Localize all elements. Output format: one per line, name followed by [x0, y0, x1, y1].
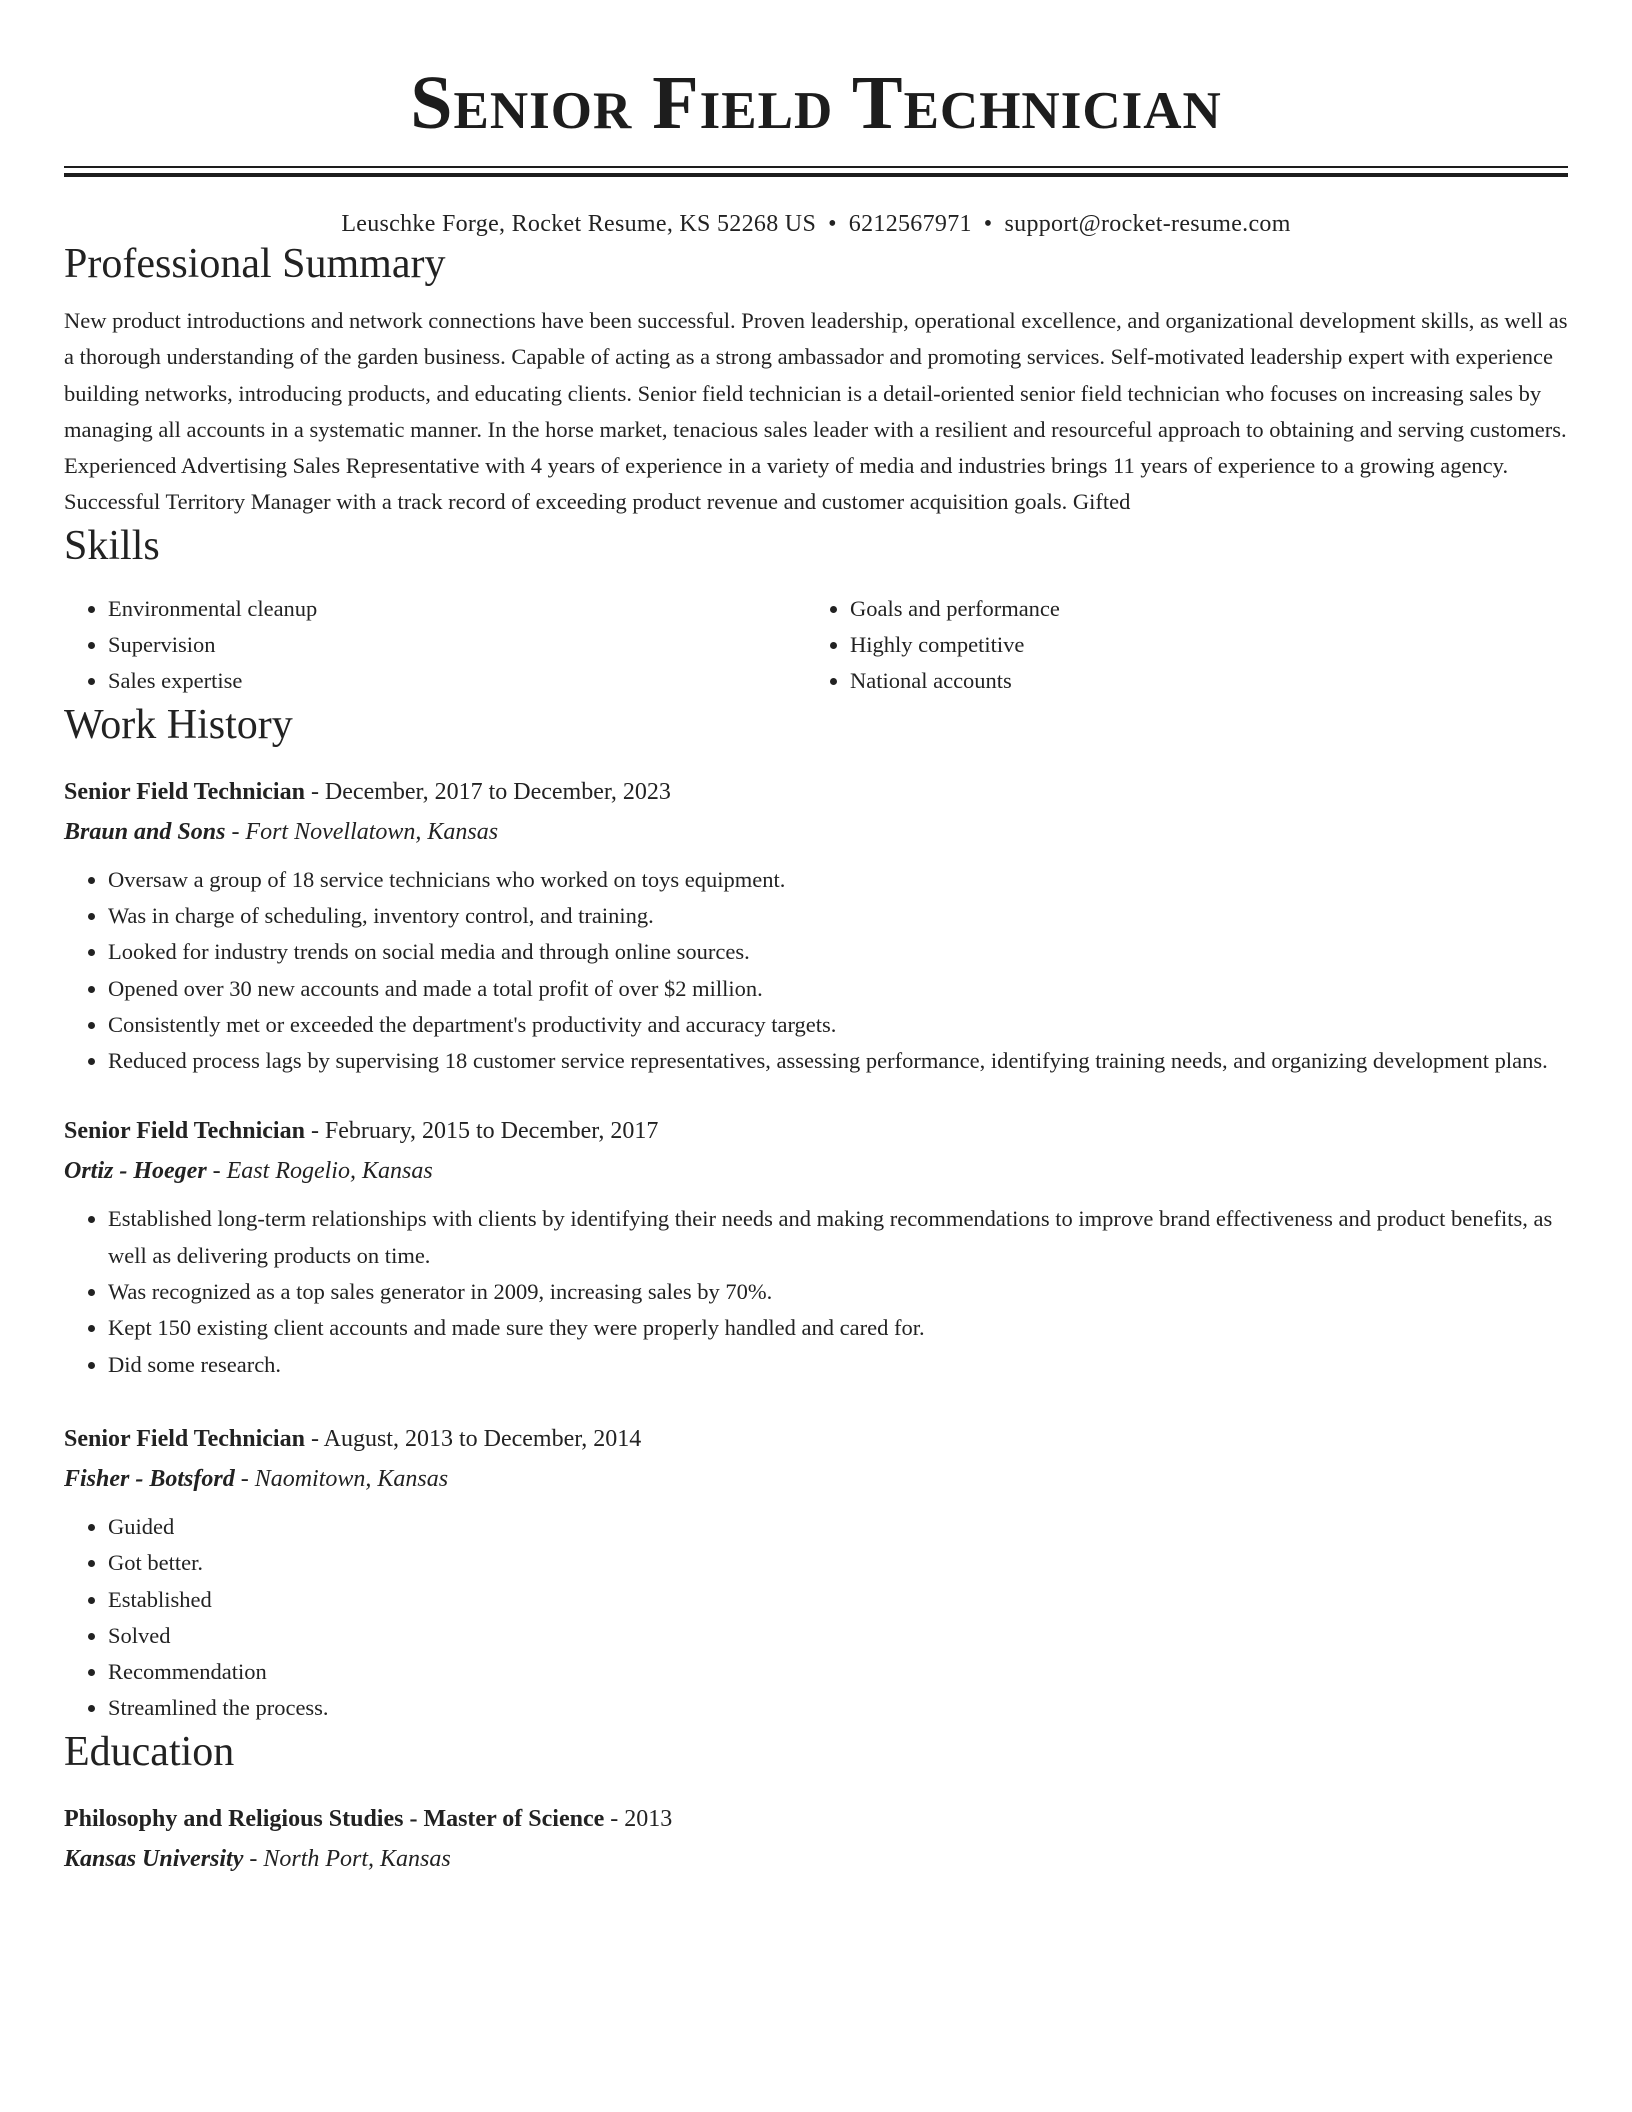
duty-item: • Established long-term relationships with clients by identifying their needs and making recommendations to improve brand effectiveness and product benefits, as well as delivering products on time. [108, 1201, 1568, 1274]
job-location: - Naomitown, Kansas [234, 1465, 449, 1492]
job-duties [64, 862, 1568, 1080]
job-title: Senior Field Technician [64, 1118, 305, 1145]
job-company: Fisher - Botsford [64, 1465, 235, 1492]
summary-heading: Professional Summary [64, 241, 446, 287]
contact-separator: • [983, 211, 993, 237]
skills-column-right [806, 591, 1548, 700]
duty-item: • Streamlined the process. [108, 1690, 1568, 1726]
duty-item: • Opened over 30 new accounts and made a total profit of over $2 million. [108, 971, 1568, 1007]
skill-item: • Sales expertise [108, 663, 806, 699]
school-location: - North Port, Kansas [243, 1845, 451, 1872]
job-entry [64, 772, 1568, 1080]
job-location: - Fort Novellatown, Kansas [225, 818, 499, 845]
job-company-line [64, 812, 1568, 852]
skill-item: • Highly competitive [850, 627, 1548, 663]
skills-heading: Skills [64, 522, 160, 569]
duty-item: • Consistently met or exceeded the department's productivity and accuracy targets. [108, 1007, 1568, 1043]
job-duties [64, 1201, 1568, 1382]
contact-address: Leuschke Forge, Rocket Resume, KS 52268 US [341, 211, 817, 237]
resume-title: Senior Field Technician [410, 61, 1222, 145]
duty-item: • Got better. [108, 1545, 1568, 1581]
duty-item: • Guided [108, 1509, 1568, 1545]
duty-item: • Solved [108, 1618, 1568, 1654]
education-entry [64, 1799, 1568, 1879]
title-rule-thick [64, 173, 1568, 177]
contact-email: support@rocket-resume.com [1004, 211, 1291, 237]
skills-list [64, 591, 1568, 700]
job-company: Braun and Sons [64, 818, 226, 845]
duty-item: • Oversaw a group of 18 service technicians who worked on toys equipment. [108, 862, 1568, 898]
skill-item: • Supervision [108, 627, 806, 663]
job-company-line [64, 1459, 1568, 1499]
skill-item: • Environmental cleanup [108, 591, 806, 627]
job-entry [64, 1111, 1568, 1382]
job-dates: - August, 2013 to December, 2014 [304, 1425, 642, 1452]
title-rule-thin [64, 166, 1568, 168]
job-title-line [64, 1419, 1568, 1459]
summary-text: New product introductions and network connections have been successful. Proven leadership, operational excellence, and organizational development skills, as well as a thorough understanding of the garden business. Capable of acting as a strong ambassador and promoting services. Self-motivated leadership expert with experience building networks, introducing products, and educating clients. Senior field technician is a detail-oriented senior field technician who focuses on increasing sales by managing all accounts in a systematic manner. In the horse market, tenacious sales leader with a resilient and resourceful approach to obtaining and serving customers. Experienced Advertising Sales Representative with 4 years of experience in a variety of media and industries brings 11 years of experience to a growing agency. Successful Territory Manager with a track record of exceeding product revenue and customer acquisition goals. Gifted [64, 308, 1568, 515]
job-company-line [64, 1151, 1568, 1191]
job-dates: - February, 2015 to December, 2017 [304, 1118, 659, 1145]
school-line [64, 1839, 1568, 1879]
skills-column-left [64, 591, 806, 700]
skill-item: • National accounts [850, 663, 1548, 699]
job-title: Senior Field Technician [64, 778, 305, 805]
degree-line [64, 1799, 1568, 1839]
contact-line [64, 209, 1568, 239]
contact-separator: • [828, 211, 837, 237]
education-heading: Education [64, 1728, 235, 1775]
contact-phone: 6212567971 [848, 211, 972, 237]
duty-item: • Was in charge of scheduling, inventory control, and training. [108, 898, 1568, 934]
job-title: Senior Field Technician [64, 1425, 305, 1452]
duty-item: • Looked for industry trends on social media and through online sources. [108, 934, 1568, 970]
skill-item: • Goals and performance [850, 591, 1548, 627]
job-location: - East Rogelio, Kansas [206, 1158, 433, 1185]
job-company: Ortiz - Hoeger [64, 1158, 207, 1185]
duty-item: • Was recognized as a top sales generator in 2009, increasing sales by 70%. [108, 1274, 1568, 1310]
duty-item: • Kept 150 existing client accounts and made sure they were properly handled and cared for. [108, 1310, 1568, 1346]
job-duties [64, 1509, 1568, 1727]
duty-item: • Established [108, 1582, 1568, 1618]
job-title-line [64, 1111, 1568, 1151]
school-name: Kansas University [64, 1845, 244, 1872]
job-dates: - December, 2017 to December, 2023 [304, 778, 671, 805]
duty-item: • Did some research. [108, 1347, 1568, 1383]
job-entry [64, 1419, 1568, 1727]
degree: Philosophy and Religious Studies - Master of Science [64, 1805, 605, 1832]
work-history-heading: Work History [64, 701, 293, 748]
duty-item: • Recommendation [108, 1654, 1568, 1690]
duty-item: • Reduced process lags by supervising 18 customer service representatives, assessing performance, identifying training needs, and organizing development plans. [108, 1043, 1568, 1079]
job-title-line [64, 772, 1568, 812]
graduation-year: - 2013 [604, 1805, 673, 1832]
